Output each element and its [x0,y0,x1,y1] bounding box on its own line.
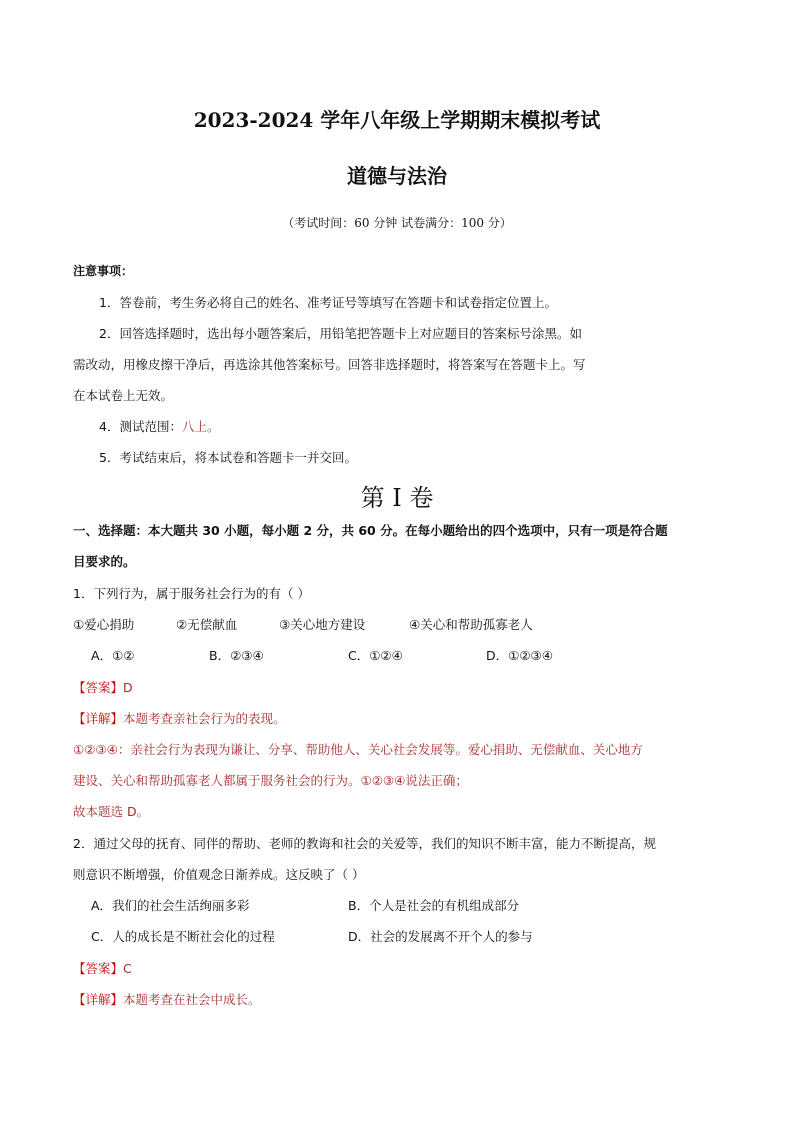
volume-title: 第 I 卷 [360,484,434,512]
section-1-heading-line-1: 一、选择题：本大题共 30 小题，每小题 2 分，共 60 分。在每小题给出的四个选项中，只有一项是符合题 [73,523,668,538]
question-1-detail [73,709,286,727]
question-2-option-b: B．个人是社会的有机组成部分 [348,898,520,913]
question-1-option-d: D．①②③④ [486,648,553,663]
notice-item-4 [99,417,219,435]
notice-item-2-line-3: 在本试卷上无效。 [73,388,174,403]
question-1-option-b: B．②③④ [209,648,264,663]
question-1-items [73,615,533,633]
question-2-option-d: D．社会的发展离不开个人的参与 [348,929,533,944]
notice-item-4-prefix: 4．测试范围： [99,419,182,434]
answer-value: C [123,961,132,976]
question-2-detail [73,990,261,1008]
notice-item-5: 5．考试结束后，将本试卷和答题卡一并交回。 [99,450,357,465]
question-1-item: ②无偿献血 [176,617,238,632]
question-2-answer [73,959,132,977]
question-2-option-c: C．人的成长是不断社会化的过程 [91,929,275,944]
question-1-item: ①爱心捐助 [73,617,135,632]
question-2-option-a: A．我们的社会生活绚丽多彩 [91,898,250,913]
question-1-option-c: C．①②④ [348,648,403,663]
question-1-conclusion: 故本题选 D。 [73,804,150,819]
detail-text: 本题考查在社会中成长。 [123,992,261,1007]
notice-item-1: 1．答卷前，考生务必将自己的姓名、准考证号等填写在答题卡和试卷指定位置上。 [99,295,557,310]
answer-label: 【答案】 [73,680,124,695]
question-2-stem-line-1: 2．通过父母的抚育、同伴的帮助、老师的教诲和社会的关爱等，我们的知识不断丰富，能力不断提高，规 [73,836,656,851]
detail-label: 【详解】 [73,992,124,1007]
question-1-item: ③关心地方建设 [279,617,366,632]
notice-item-2-line-2: 需改动，用橡皮擦干净后，再选涂其他答案标号。回答非选择题时，将答案写在答题卡上。写 [73,357,586,372]
answer-label: 【答案】 [73,961,124,976]
subject-title: 道德与法治 [347,164,447,188]
detail-label: 【详解】 [73,711,124,726]
question-1-options [91,646,553,664]
question-1-answer [73,678,133,696]
exam-info: （考试时间：60 分钟 试卷满分：100 分） [282,216,512,230]
notice-item-4-value: 八上。 [181,419,220,434]
notice-heading: 注意事项： [73,264,134,278]
question-2-stem-line-2: 则意识不断增强，价值观念日渐养成。这反映了（ ） [73,867,365,882]
question-2-options-row-2 [91,927,533,945]
question-1-analysis-line-1: ①②③④：亲社会行为表现为谦让、分享、帮助他人、关心社会发展等。爱心捐助、无偿献血、关心地方 [73,742,643,757]
question-1-option-a: A．①② [91,648,135,663]
section-1-heading-line-2: 目要求的。 [73,554,136,569]
question-2-options-row-1 [91,896,519,914]
question-1-item: ④关心和帮助孤寡老人 [409,617,533,632]
notice-item-2-line-1: 2．回答选择题时，选出每小题答案后，用铅笔把答题卡上对应题目的答案标号涂黑。如 [99,326,582,341]
question-1-stem: 1．下列行为，属于服务社会行为的有（ ） [73,586,310,601]
answer-value: D [123,680,133,695]
exam-title: 2023-2024 学年八年级上学期期末模拟考试 [193,108,601,132]
question-1-analysis-line-2: 建设、关心和帮助孤寡老人都属于服务社会的行为。①②③④说法正确； [73,773,468,788]
detail-text: 本题考查亲社会行为的表现。 [123,711,286,726]
